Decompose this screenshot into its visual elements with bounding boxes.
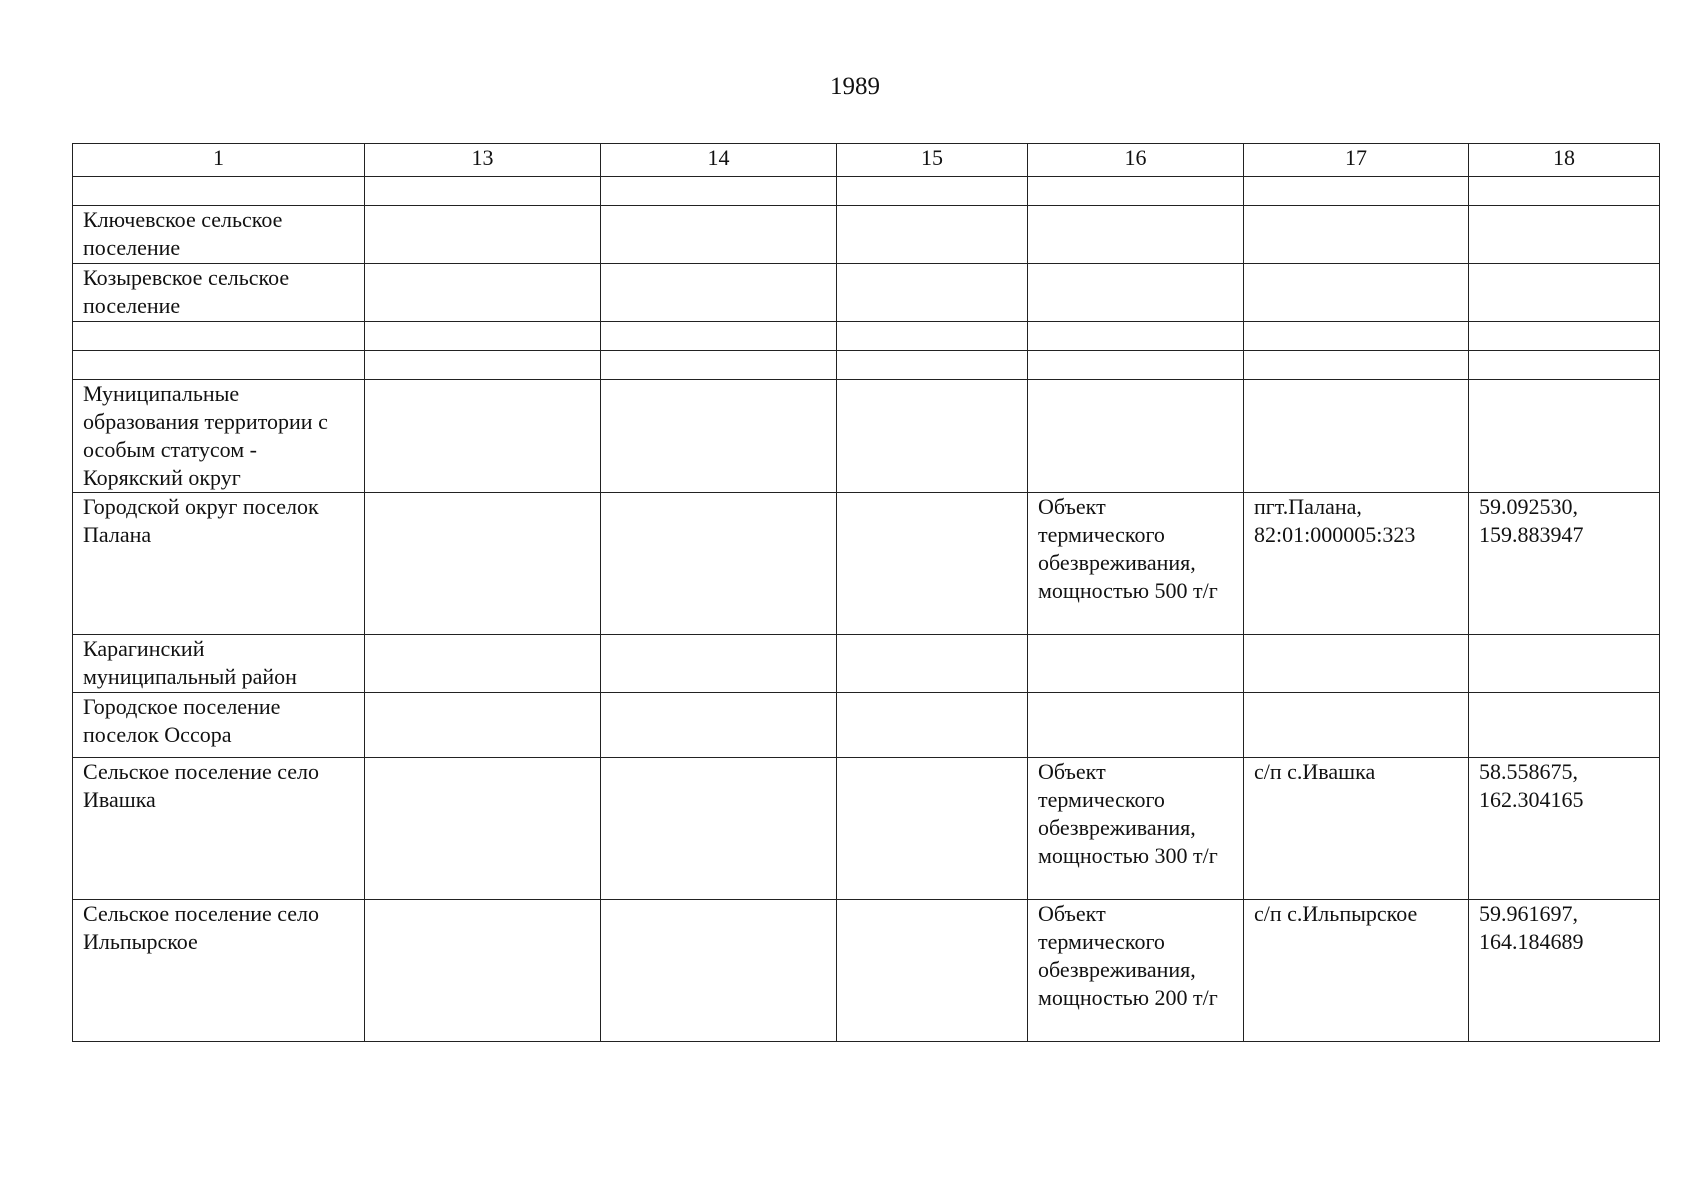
table-cell [1028,635,1244,693]
table-cell [837,322,1028,351]
table-cell [1469,206,1660,264]
table-cell [1244,693,1469,758]
table-cell [1028,264,1244,322]
column-header: 13 [365,144,601,177]
table-cell [365,351,601,380]
table-cell [601,380,837,493]
table-cell [365,758,601,900]
table-cell [1244,351,1469,380]
table-cell: 59.961697, 164.184689 [1469,900,1660,1042]
page-number: 1989 [830,73,880,100]
table-cell: с/п с.Ивашка [1244,758,1469,900]
table-cell [837,351,1028,380]
table-cell [365,264,601,322]
data-table [72,143,1660,1042]
table-cell [837,493,1028,635]
row-label-cell: Козыревское сельское поселение [73,264,365,322]
table-cell [837,758,1028,900]
table-cell [1469,351,1660,380]
table-cell [1244,264,1469,322]
header-row [73,144,1660,177]
table-cell [365,693,601,758]
table-cell [601,351,837,380]
table-cell [837,380,1028,493]
table-cell [365,900,601,1042]
row-label-cell: Городской округ поселок Палана [73,493,365,635]
table-cell [1028,177,1244,206]
table-cell [1469,264,1660,322]
table-row [73,380,1660,493]
row-label-cell [73,177,365,206]
table-cell [837,693,1028,758]
row-label-cell: Сельское поселение село Ивашка [73,758,365,900]
column-header: 17 [1244,144,1469,177]
table-cell [365,206,601,264]
row-label-cell [73,322,365,351]
table-cell [1028,322,1244,351]
table-cell [1244,322,1469,351]
column-header: 15 [837,144,1028,177]
table-row [73,322,1660,351]
table-cell [837,177,1028,206]
table-cell: с/п с.Ильпырское [1244,900,1469,1042]
column-header: 1 [73,144,365,177]
table-cell: пгт.Палана, 82:01:000005:323 [1244,493,1469,635]
table-cell [1028,693,1244,758]
table-cell [1028,351,1244,380]
table-row [73,758,1660,900]
table-cell [365,177,601,206]
table-cell [1244,206,1469,264]
table-cell [365,322,601,351]
table-cell [1469,635,1660,693]
table-cell [837,635,1028,693]
table-cell [601,206,837,264]
table-cell [1028,206,1244,264]
table-row [73,493,1660,635]
table-cell [365,380,601,493]
table-cell: Объект термического обезвреживания, мощностью 300 т/г [1028,758,1244,900]
table-row [73,177,1660,206]
table-cell [1469,177,1660,206]
table-cell [601,493,837,635]
column-header: 16 [1028,144,1244,177]
table-row [73,351,1660,380]
table-cell [1244,380,1469,493]
column-header: 18 [1469,144,1660,177]
row-label-cell: Ключевское сельское поселение [73,206,365,264]
table-row [73,635,1660,693]
table-cell [1469,380,1660,493]
table-cell [365,493,601,635]
table-cell [1028,380,1244,493]
table-cell [837,206,1028,264]
row-label-cell: Городское поселение поселок Оссора [73,693,365,758]
table-cell [837,900,1028,1042]
table-cell [601,758,837,900]
table-cell [601,322,837,351]
table-cell [1469,693,1660,758]
table-cell: Объект термического обезвреживания, мощностью 200 т/г [1028,900,1244,1042]
table-row [73,900,1660,1042]
table-row [73,693,1660,758]
table-cell [601,693,837,758]
table-row [73,264,1660,322]
table-cell [1244,635,1469,693]
table-cell [601,900,837,1042]
table-row [73,206,1660,264]
table-cell [601,264,837,322]
table-cell: 59.092530, 159.883947 [1469,493,1660,635]
table-cell [601,635,837,693]
column-header: 14 [601,144,837,177]
row-label-cell: Сельское поселение село Ильпырское [73,900,365,1042]
table-cell: Объект термического обезвреживания, мощностью 500 т/г [1028,493,1244,635]
table-cell [1244,177,1469,206]
table-cell [365,635,601,693]
row-label-cell: Карагинский муниципальный район [73,635,365,693]
table-cell: 58.558675, 162.304165 [1469,758,1660,900]
table-cell [1469,322,1660,351]
row-label-cell [73,351,365,380]
table-cell [837,264,1028,322]
row-label-cell: Муниципальные образования территории с особым статусом - Корякский округ [73,380,365,493]
table-cell [601,177,837,206]
